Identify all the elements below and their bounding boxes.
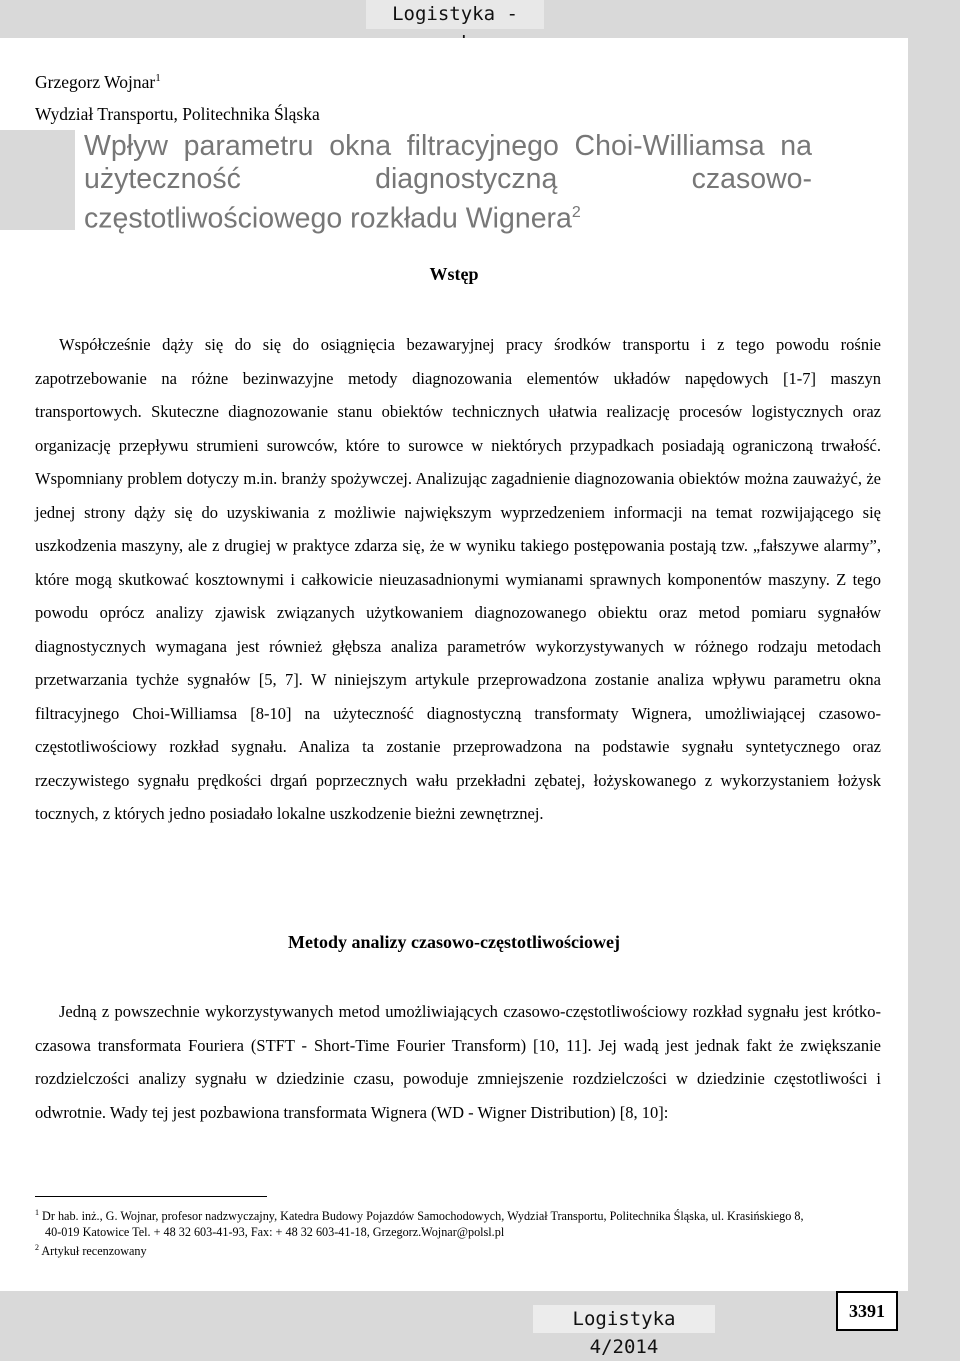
section-heading-introduction: Wstęp	[429, 264, 479, 284]
paragraph-introduction: Współcześnie dąży się do się do osiągnięcia bezawaryjnej pracy środków transportu i z tego powodu rośnie zapotrzebowanie na różne bezinwazyjne metody diagnozowania elementów układów napędowych [1-7] maszyn transportowych. Skuteczne diagnozowanie stanu obiektów technicznych ułatwia realizację procesów logistycznych oraz organizację przepływu strumieni surowców, które to surowce w niektórych przypadkach posiadają ograniczoną trwałość. Wspomniany problem dotyczy m.in. branży spożywczej. Analizując zagadnienie diagnozowania obiektów można zauważyć, że jednej strony dąży się do uzyskiwania z możliwie największym wyprzedzeniem informacji na temat rozwijającego się uszkodzenia maszyny, ale z drugiej w praktyce zdarza się, że w wyniku takiego postępowania postają tzw. „fałszywe alarmy”, które mogą skutkować kosztownymi i całkowicie nieuzasadnionymi wymianami sprawnych komponentów maszyny. Z tego powodu oprócz analizy zjawisk związanych użytkowaniem diagnozowanego obiektu oraz metod pomiaru sygnałów diagnostycznych wymagana jest również głębsza analiza parametrów wykorzystywanych w różnego rodzaju metodach przetwarzania tychże sygnałów [5, 7]. W niniejszym artykule przeprowadzona zostanie analiza wpływu parametru okna filtracyjnego Choi-Williamsa [8-10] na użyteczność diagnostyczną transformaty Wignera, umożliwiającej czasowo-częstotliwościowy rozkład sygnału. Analiza ta zostanie przeprowadzona na podstawie sygnału syntetycznego oraz rzeczywistego sygnału prędkości drgań poprzecznych wału przekładni zębatej, łożyskowanego z wykorzystaniem łożysk tocznych, z których jedno posiadało lokalne uszkodzenie bieżni zewnętrznej.	[35, 335, 881, 823]
footnotes	[35, 1205, 875, 1259]
footnote-divider	[35, 1196, 267, 1197]
article-title: Wpływ parametru okna filtracyjnego Choi-Williamsa na użyteczność diagnostyczną czasowo-częstotliwościowego rozkładu Wignera$^2$	[84, 130, 812, 235]
page-number-box: 3391	[836, 1291, 898, 1331]
author-name: Grzegorz Wojnar$^1$	[35, 71, 161, 92]
title-accent-bar	[0, 130, 75, 230]
author-affiliation: Wydział Transportu, Politechnika Śląska	[35, 103, 320, 124]
author-block	[35, 62, 320, 130]
page	[0, 38, 908, 1291]
section-heading-methods: Metody analizy czasowo-częstotliwościowej	[288, 932, 620, 952]
section-header-tab: Logistyka -	[366, 0, 544, 29]
footnote-1-continuation: 40-019 Katowice Tel. + 48 32 603-41-93, Fax: + 48 32 603-41-18, Grzegorz.Wojnar@polsl.pl	[45, 1225, 505, 1240]
footer-journal-label: Logistyka 4/2014	[533, 1305, 715, 1333]
footnote-2: $^2$ Artykuł recenzowany	[35, 1243, 147, 1259]
paragraph-methods: Jedną z powszechnie wykorzystywanych metod umożliwiających czasowo-częstotliwościowy rozkład sygnału jest krótko-czasowa transformata Fouriera (STFT - Short-Time Fourier Transform) [10, 11]. Jej wadą jest jednak fakt że zwiększanie rozdzielczości analizy sygnału w dziedzinie czasu, powoduje zmniejszenie rozdzielczości w dziedzinie częstotliwości i odwrotnie. Wady tej jest pozbawiona transformata Wignera (WD - Wigner Distribution) [8, 10]:	[35, 1002, 881, 1122]
footnote-1: $^1$ Dr hab. inż., G. Wojnar, profesor nadzwyczajny, Katedra Budowy Pojazdów Samochodowych, Wydział Transportu, Politechnika Śląska, ul. Krasińskiego 8,	[35, 1208, 804, 1224]
